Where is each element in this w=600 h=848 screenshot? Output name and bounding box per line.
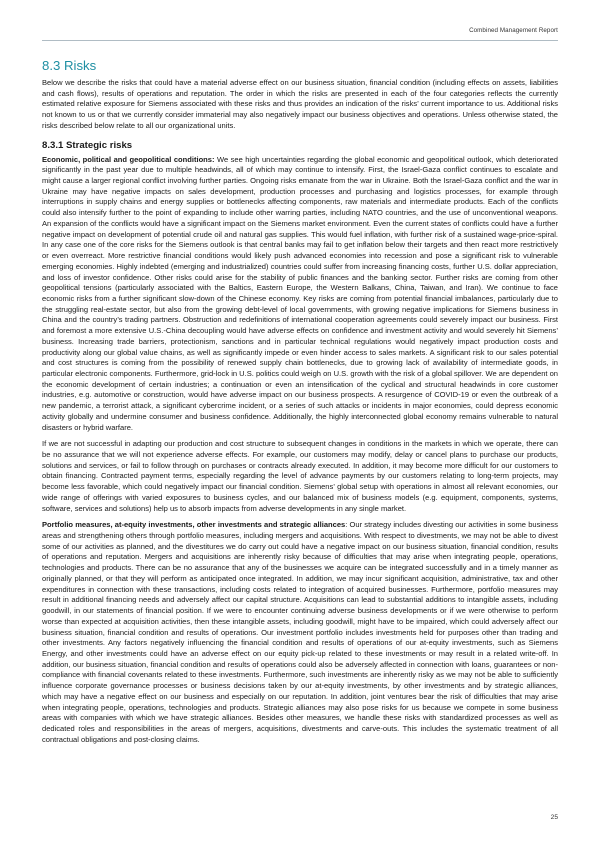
paragraph-economic-conditions: [42, 155, 558, 434]
section-intro-paragraph: Below we describe the risks that could have a material adverse effect on our business situation, financial condition (including effects on assets, liabilities and cash flows), results of operations and reputation. The order in which the risks are presented in each of the four categories reflects the currently estimated relative exposure for Siemens associated with these risks and thus provides an indication of the risks’ current importance to us. Additional risks not known to us or that we currently consider immaterial may also negatively impact our business objectives and operations. Unless otherwise stated, the risks described below relate to all our organizational units.: [42, 78, 558, 130]
report-header-label: Combined Management Report: [469, 27, 558, 34]
paragraph-lead: Portfolio measures, at-equity investments, other investments and strategic alliances: [42, 520, 346, 530]
page-number: 25: [550, 814, 558, 821]
section-title: 8.3 Risks: [42, 58, 97, 73]
paragraph-text: We see high uncertainties regarding the global economic and geopolitical outlook, which deteriorated significantly in the past year due to multiple headwinds, all of which may continue to intensify. First, the Israel-Gaza conflict continues to escalate and might cause a larger regional conflict involving further parties. Ongoing risks emanate from the war in Ukraine. Both the Israel-Gaza conflict and the war in Ukraine may have negative impacts on sales development, production processes and purchasing and logistics processes, for example through interruptions in supply chains and energy supplies or bottlenecks affecting components, raw materials and intermediate products. Each of the conflicts could also intensify further to the point of expanding to include other warring parties, including NATO countries, and the use of unconventional weapons. An expansion of the conflicts would have a significant impact on the Siemens market environment. Even the current states of conflicts could have a further negative impact on development of potential crude oil and natural gas supplies. This would fuel inflation, with further risk of a sustained wage-price-spiral. In any case one of the core risks for the Siemens outlook is that central banks may fail to get inflation below their targets and then react more restrictively or even overreact. More restrictive financial conditions would likely push advanced economies into recession and pose a significant risk to vulnerable emerging economies. Highly indebted (emerging and industrialized) countries could suffer from increasing financing costs, further U.S. dollar appreciation, and loss of investor confidence. Other risks could arise for the stability of public finances and the banking sector. Further risks are coming from other geopolitical tensions (particularly associated with the Baltics, Eastern Europe, the Western Balkans, China, Taiwan, and Iran). We continue to face economic risks from a further significant slow-down of the Chinese economy. Key risks are coming from potential financial imbalances, particularly due to the struggling real-estate sector, but also from the growing debt-level of local governments, with growing negative implications for Siemens business in China and the country’s trading partners. Obstruction and redefinitions of international cooperation agreements could severely impact our business. First and foremost a more extensive U.S.-China decoupling would have adverse effects on confidence and investment activity and would severely hit Siemens’ business. Increasing trade barriers, protectionism, sanctions and in particular technical regulations would negatively impact production costs and productivity along our global value chains, as well as significantly impede or even hinder access to sales markets. A significant risk to our sales potential and cost structures is coming from the possibility of renewed supply chain bottlenecks, due to growing lack of availability of intermediate goods, in particular electronic components. Furthermore, grid-lock in U.S. politics could weigh on U.S. growth with the risk of a global spillover. We are dependent on the economic development of certain industries; a continuation or even an intensification of the cyclical and structural headwinds in core customer industries, e.g. automotive or construction, would have adverse impact on our business prospects. A resurgence of COVID-19 or even the outbreak of a new pandemic, a terrorist attack, a significant cybercrime incident, or a series of such attacks or incidents in major economies, could depress economic activity globally and undermine consumer and business confidence. Additionally, the highly interconnected global economy remains vulnerable to natural disasters or hybrid warfare.: [42, 154, 559, 432]
subsection-title: 8.3.1 Strategic risks: [42, 139, 133, 151]
paragraph-lead: Economic, political and geopolitical conditions:: [42, 154, 215, 164]
paragraph-text: : Our strategy includes divesting our activities in some business areas and strengthening others through portfolio measures, including mergers and acquisitions. With respect to divestments, we may not be able to divest some of our activities as planned, and the divestitures we do carry out could have a negative impact on our business situation, financial condition, results of operations and reputation. Mergers and acquisitions are inherently risky because of difficulties that may arise when integrating people, operations, technologies and products. There can be no assurance that any of the businesses we acquire can be integrated successfully and in a timely manner as originally planned, or that they will perform as anticipated once integrated. In addition, we may incur significant acquisition, administrative, tax and other expenditures in connection with these transactions, including costs related to integration of acquired businesses. Furthermore, portfolio measures may result in additional financing needs and adversely affect our capital structure. Acquisitions can lead to substantial additions to intangible assets, including goodwill, in our statements of financial position. If we were to encounter continuing adverse business developments or if we were otherwise to perform worse than expected at acquisition activities, then these intangible assets, including goodwill, might have to be impaired, which could adversely affect our business situation, financial condition and results of operations. Our investment portfolio includes investments held for purposes other than trading and other investments. Any factors negatively influencing the financial condition and results of operations of our at-equity investments, such as Siemens Energy, and other investments could have an adverse effect on our equity pick-up related to these investments or may result in a related write-off. In addition, our business situation, financial condition and results of operations could also be adversely affected in connection with loans, guarantees or non-compliance with financial covenants related to these investments. Furthermore, such investments are inherently risky as we may not be able to sufficiently influence corporate governance processes or business decisions taken by our at-equity investments, by other investments and by strategic alliances, which may have a negative effect on our business and especially on our reputation. In addition, joint ventures bear the risk of difficulties that may arise when integrating people, operations, technologies and products. Strategic alliances may also pose risks for us because we compete in some business areas with companies with which we have strategic alliances. Besides other measures, we handle these risks with standardized processes as well as dedicated roles and responsibilities in the areas of mergers, acquisitions, divestments and carve-outs. This includes the systematic treatment of all contractual obligations and post-closing claims.: [42, 520, 558, 744]
paragraph-text: If we are not successful in adapting our production and cost structure to subsequent changes in conditions in the markets in which we operate, there can be no assurance that we will not experience adverse effects. For example, our customers may modify, delay or cancel plans to purchase our products, solutions and services, or fail to follow through on purchases or contracts already executed. In addition, it may become more difficult for our customers to obtain financing. Contracted payment terms, especially regarding the level of advance payments by our customers relating to long-term projects, may become less favorable, which could negatively impact our financial condition. Siemens’ global setup with operations in almost all relevant economies, our wide range of offerings with varied exposures to business cycles, and our balanced mix of business models (e.g. equipment, components, systems, software, services and solutions) help us to absorb impacts from adverse developments in any single market.: [42, 439, 558, 513]
page-content: [42, 58, 558, 745]
paragraph-market-adaptation: [42, 439, 558, 514]
header-divider: [42, 40, 558, 41]
paragraph-portfolio-measures: [42, 520, 558, 745]
